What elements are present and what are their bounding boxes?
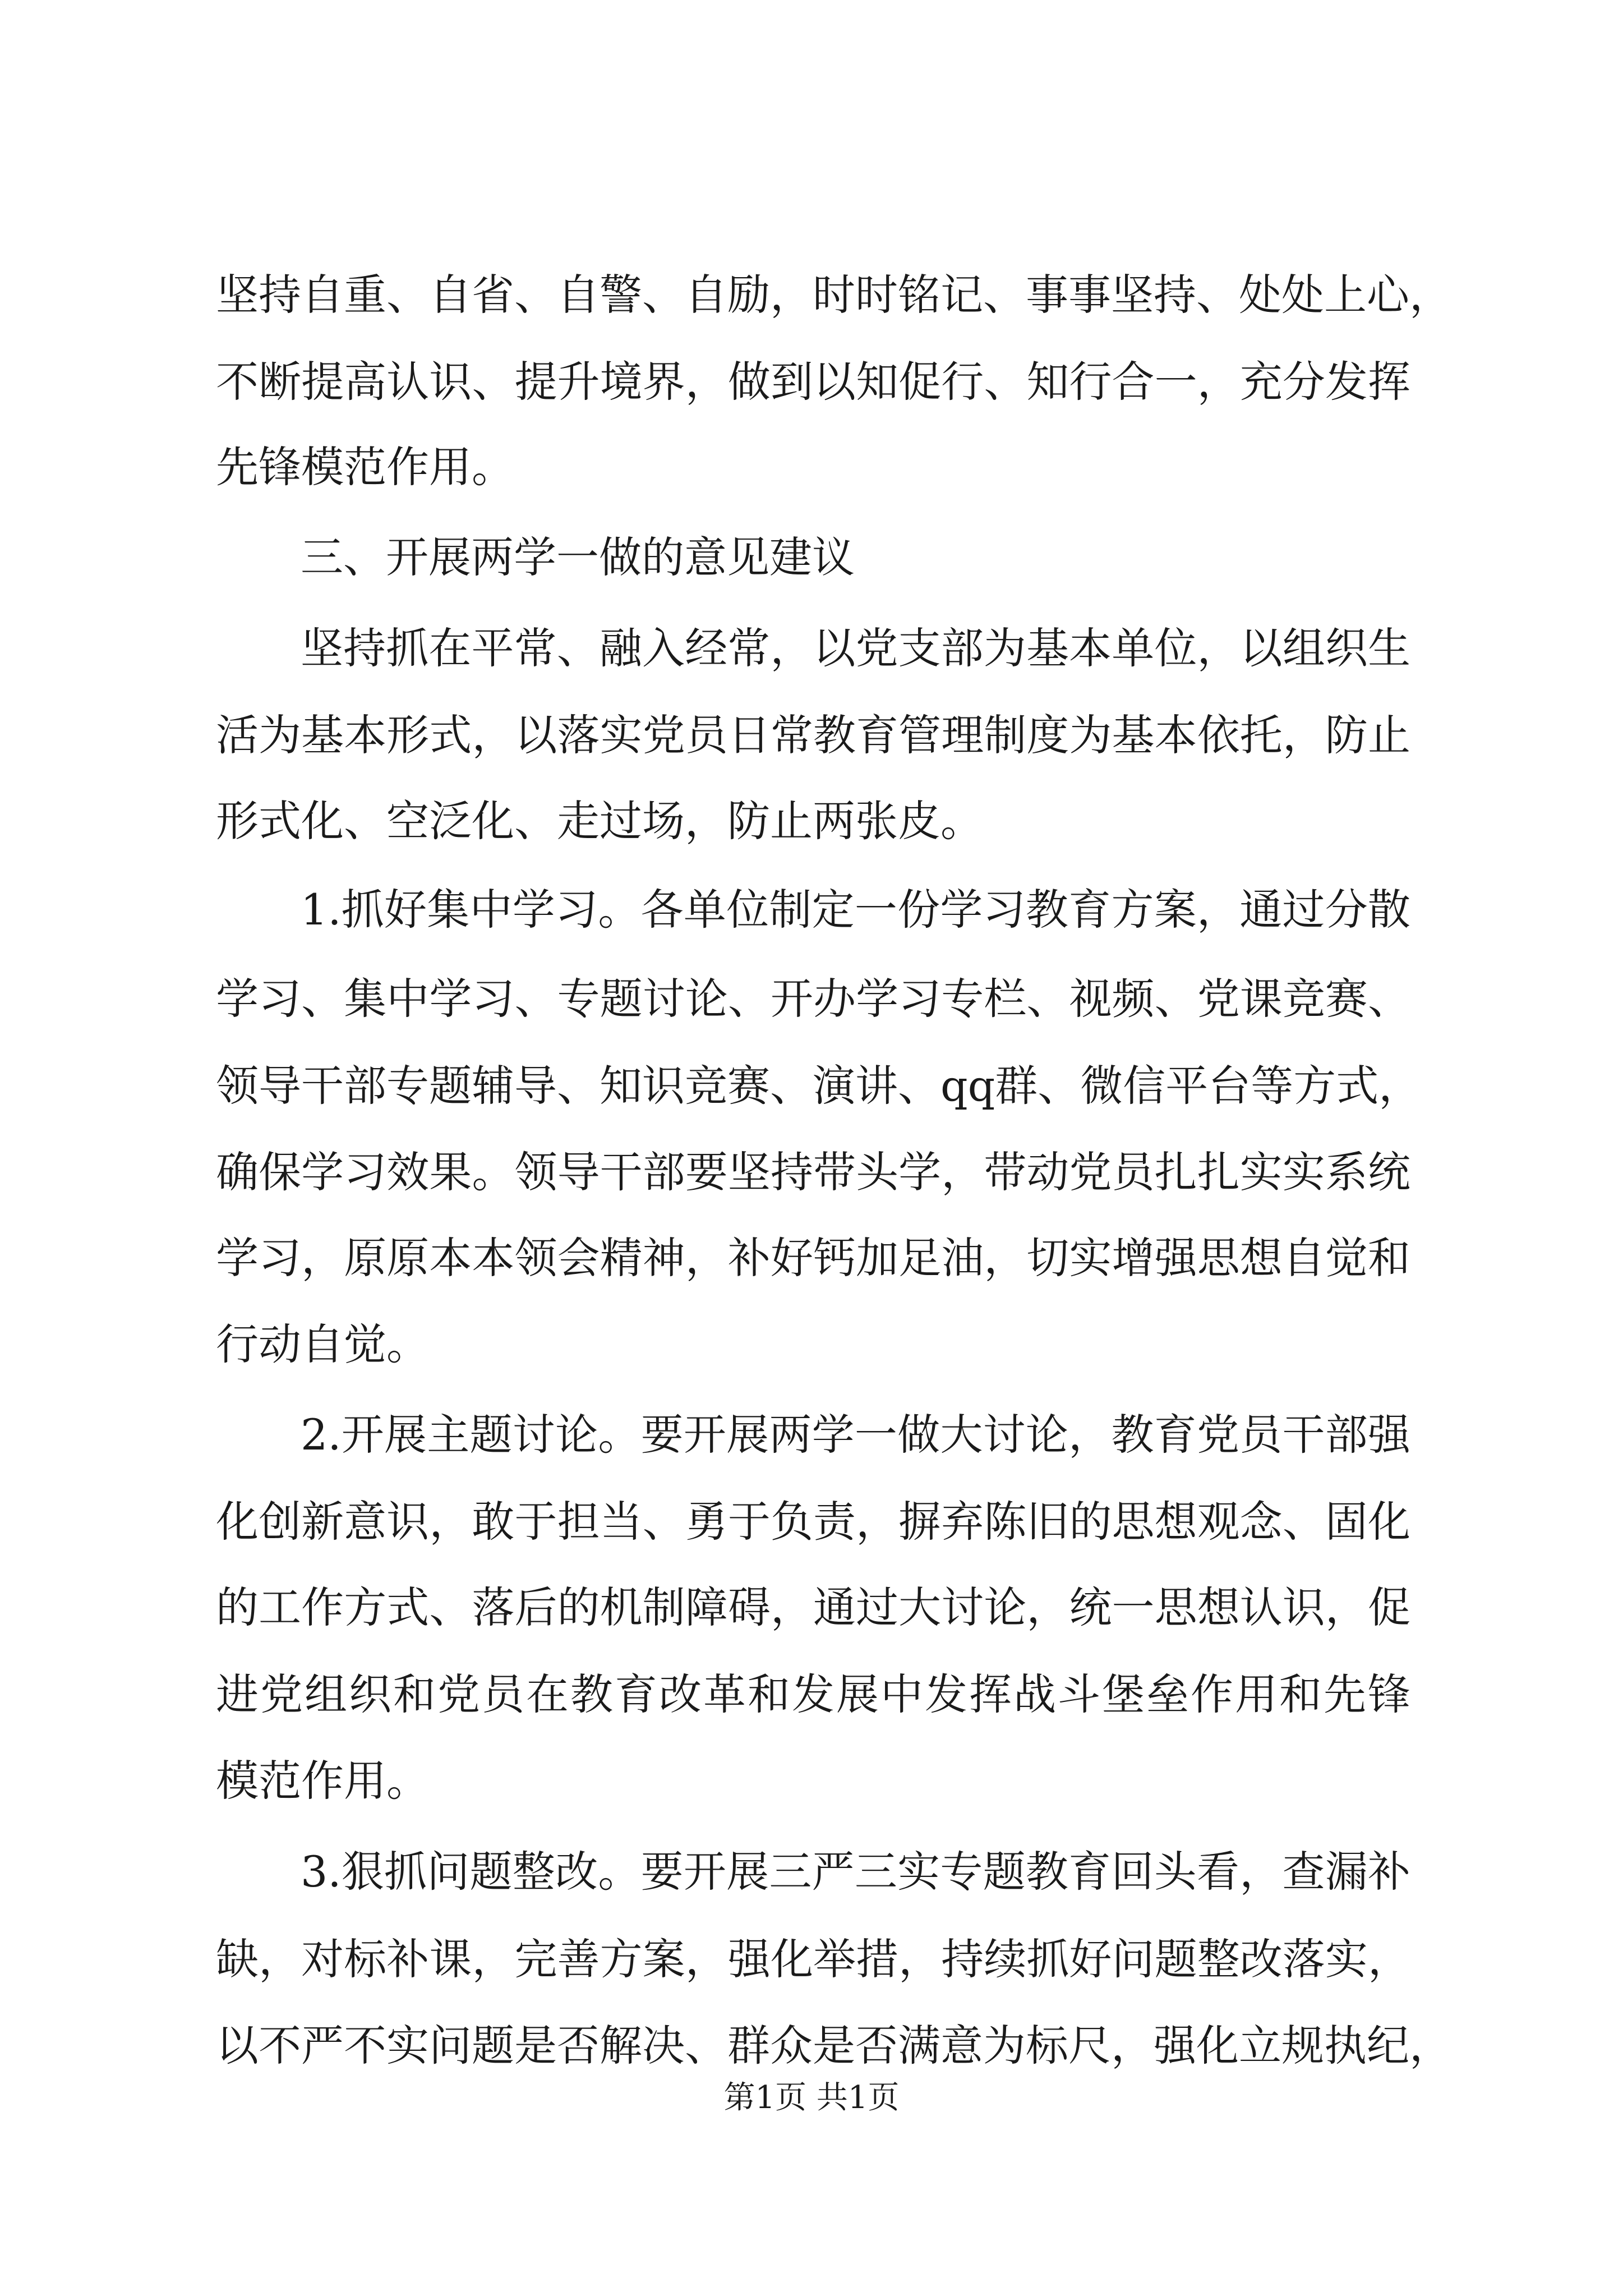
body-text-line: 缺，对标补课，完善方案，强化举措，持续抓好问题整改落实，: [216, 1934, 1410, 1984]
body-text-line: 不断提高认识、提升境界，做到以知促行、知行合一，充分发挥: [216, 357, 1410, 407]
body-text-line: 学习、集中学习、专题讨论、开办学习专栏、视频、党课竞赛、: [216, 974, 1410, 1024]
list-item-line: 3.狠抓问题整改。要开展三严三实专题教育回头看，查漏补: [301, 1847, 1410, 1897]
list-item-line: 2.开展主题讨论。要开展两学一做大讨论，教育党员干部强: [301, 1410, 1410, 1460]
body-text-line: 的工作方式、落后的机制障碍，通过大讨论，统一思想认识，促: [216, 1582, 1410, 1632]
section-heading: 三、开展两学一做的意见建议: [301, 532, 855, 582]
body-text-line: 行动自觉。: [216, 1319, 429, 1369]
body-text-line: 化创新意识，敢于担当、勇于负责，摒弃陈旧的思想观念、固化: [216, 1497, 1410, 1547]
body-text-line: 先锋模范作用。: [216, 442, 514, 492]
list-item-line: 1.抓好集中学习。各单位制定一份学习教育方案，通过分散: [301, 885, 1410, 935]
page-number-footer: 第1页 共1页: [723, 2079, 900, 2116]
body-text-line: 坚持抓在平常、融入经常，以党支部为基本单位，以组织生: [301, 623, 1410, 673]
body-text-line: 活为基本形式，以落实党员日常教育管理制度为基本依托，防止: [216, 710, 1410, 760]
body-text-line: 模范作用。: [216, 1756, 429, 1806]
body-text-line: 学习，原原本本领会精神，补好钙加足油，切实增强思想自觉和: [216, 1233, 1410, 1283]
body-text-line: 进党组织和党员在教育改革和发展中发挥战斗堡垒作用和先锋: [216, 1669, 1410, 1719]
body-text-line: 确保学习效果。领导干部要坚持带头学，带动党员扎扎实实系统: [216, 1147, 1410, 1197]
body-text-line: 坚持自重、自省、自警、自励，时时铭记、事事坚持、处处上心，: [216, 270, 1452, 320]
body-text-line: 以不严不实问题是否解决、群众是否满意为标尺，强化立规执纪，: [216, 2021, 1452, 2070]
body-text-line: 领导干部专题辅导、知识竞赛、演讲、qq群、微信平台等方式，: [216, 1061, 1422, 1111]
body-text-line: 形式化、空泛化、走过场，防止两张皮。: [216, 796, 983, 846]
